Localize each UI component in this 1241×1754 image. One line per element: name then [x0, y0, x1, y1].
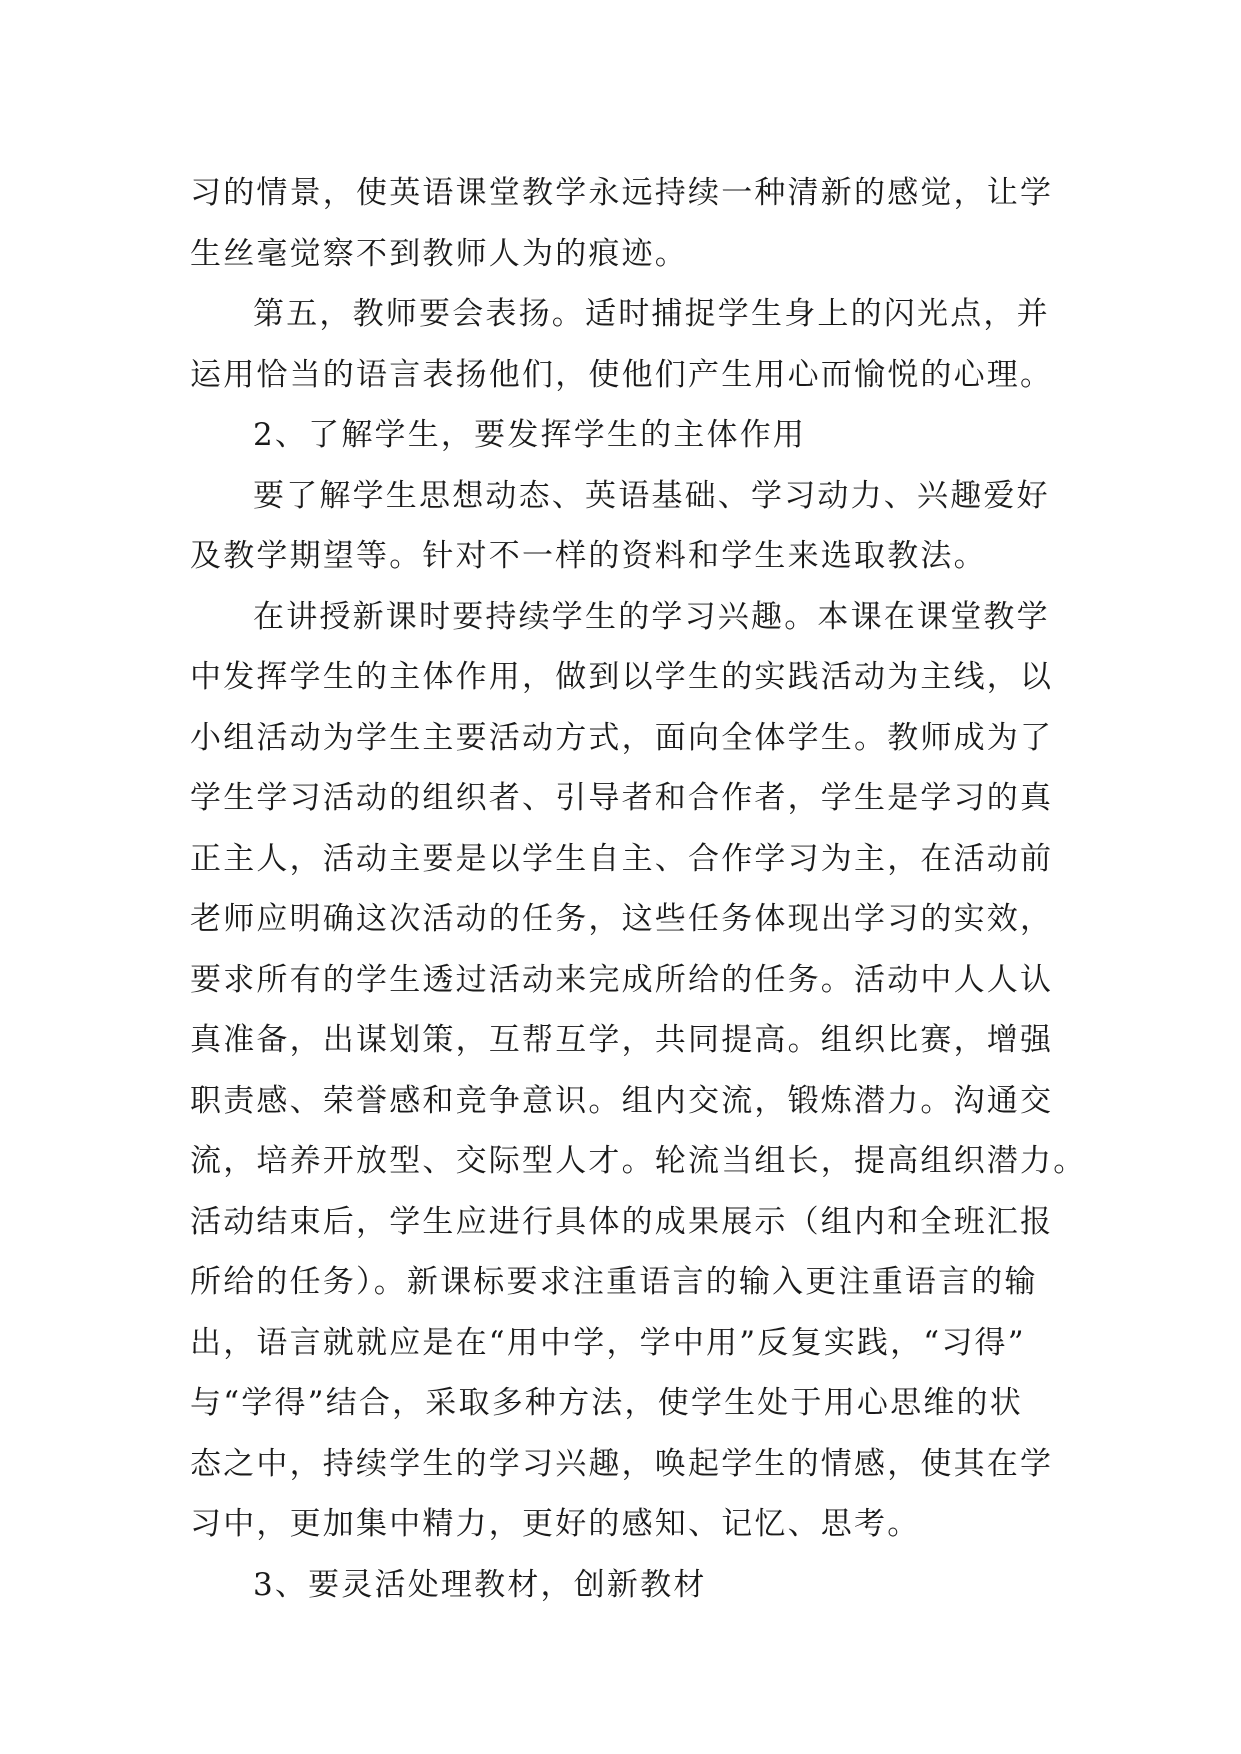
- text-line: 流，培养开放型、交际型人才。轮流当组长，提高组织潜力。: [190, 1143, 1087, 1179]
- text-line: 习的情景，使英语课堂教学永远持续一种清新的感觉，让学: [190, 175, 1054, 211]
- text-line: 及教学期望等。针对不一样的资料和学生来选取教法。: [190, 538, 987, 574]
- text-line: 要求所有的学生透过活动来完成所给的任务。活动中人人认: [190, 961, 1054, 998]
- document-body: [190, 163, 1087, 1615]
- text-line: 生丝毫觉察不到教师人为的痕迹。: [190, 235, 688, 272]
- text-line: 习中，更加集中精力，更好的感知、记忆、思考。: [190, 1506, 921, 1542]
- paragraph-start-line: 第五，教师要会表扬。适时捕捉学生身上的闪光点，并: [253, 296, 1050, 332]
- text-line: 真准备，出谋划策，互帮互学，共同提高。组织比赛，增强: [190, 1022, 1054, 1058]
- text-line: 学生学习活动的组织者、引导者和合作者，学生是学习的真: [190, 780, 1054, 816]
- paragraph-start-line: 要了解学生思想动态、英语基础、学习动力、兴趣爱好: [253, 477, 1050, 514]
- text-line: 活动结束后，学生应进行具体的成果展示（组内和全班汇报: [190, 1203, 1054, 1240]
- paragraph-start-line: 在讲授新课时要持续学生的学习兴趣。本课在课堂教学: [253, 598, 1050, 635]
- text-line: 职责感、荣誉感和竞争意识。组内交流，锻炼潜力。沟通交: [190, 1082, 1054, 1119]
- section-heading: 3、要灵活处理教材，创新教材: [253, 1566, 707, 1603]
- text-line: 与“学得”结合，采取多种方法，使学生处于用心思维的状: [190, 1385, 1023, 1421]
- text-line: 老师应明确这次活动的任务，这些任务体现出学习的实效，: [190, 901, 1054, 937]
- text-line: 小组活动为学生主要活动方式，面向全体学生。教师成为了: [190, 719, 1054, 756]
- text-line: 所给的任务）。新课标要求注重语言的输入更注重语言的输: [190, 1264, 1038, 1300]
- text-line: 出，语言就就应是在“用中学，学中用”反复实践，“习得”: [190, 1324, 1026, 1361]
- text-line: 态之中，持续学生的学习兴趣，唤起学生的情感，使其在学: [190, 1445, 1054, 1482]
- text-line: 正主人，活动主要是以学生自主、合作学习为主，在活动前: [190, 840, 1054, 877]
- text-line: 运用恰当的语言表扬他们，使他们产生用心而愉悦的心理。: [190, 356, 1054, 393]
- text-line: 中发挥学生的主体作用，做到以学生的实践活动为主线，以: [190, 659, 1054, 695]
- section-heading: 2、了解学生，要发挥学生的主体作用: [253, 417, 807, 453]
